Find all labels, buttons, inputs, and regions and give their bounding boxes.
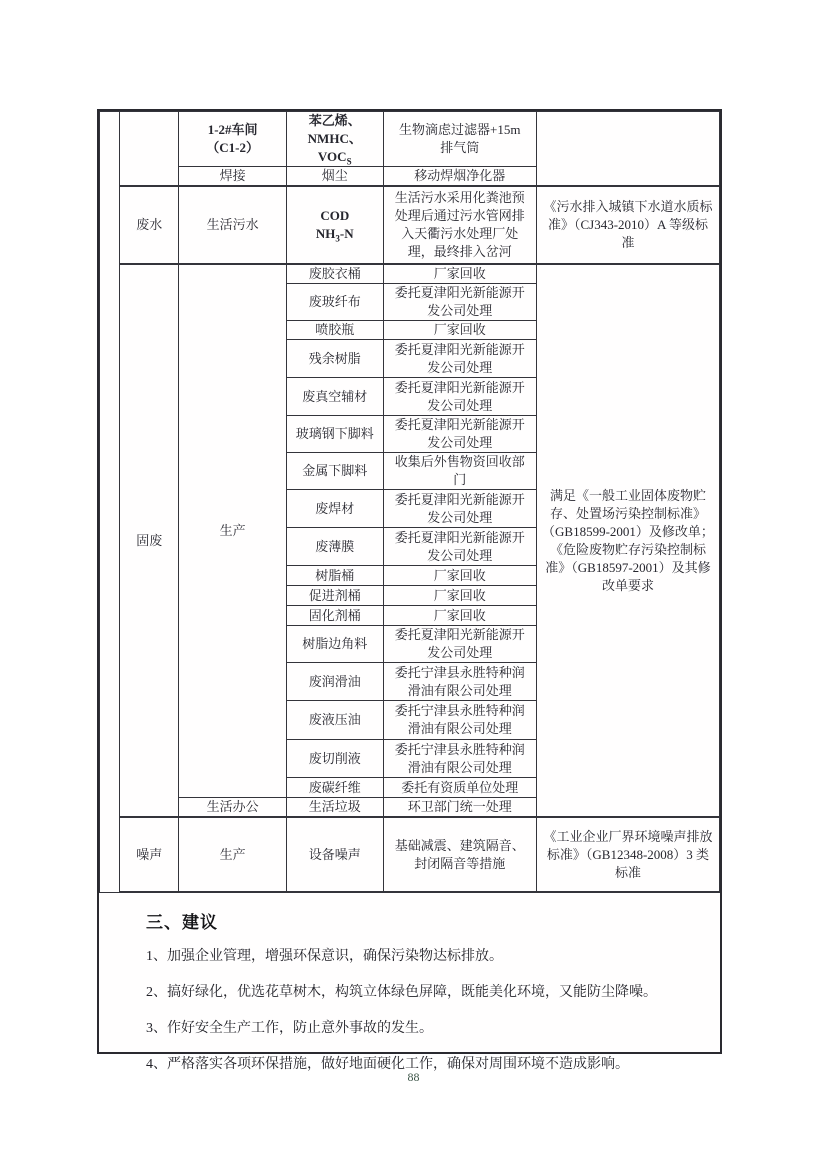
wastewater-source-cell: 生活污水 [179,186,287,264]
waste-disposal-cell: 委托夏津阳光新能源开发公司处理 [383,416,536,453]
waste-disposal-cell: 委托夏津阳光新能源开发公司处理 [383,340,536,378]
content-frame [97,109,722,1072]
wastewater-measure-cell: 生活污水采用化粪池预处理后通过污水管网排入天衢污水处理厂处理，最终排入岔河 [383,186,536,264]
waste-name-cell: 废碳纤维 [286,778,383,798]
noise-standard-cell: 《工业企业厂界环境噪声排放标准》（GB12348-2008）3 类标准 [537,817,720,892]
wastewater-row [100,186,720,264]
waste-name-cell: 固化剂桶 [286,606,383,626]
office-waste-disposal-cell: 环卫部门统一处理 [383,798,536,818]
nh3n-label: NH [315,226,336,241]
office-waste-name-cell: 生活垃圾 [286,798,383,818]
gas-source-cell [179,112,287,167]
waste-name-cell: 废胶衣桶 [286,264,383,284]
waste-name-cell: 玻璃钢下脚料 [286,416,383,453]
weld-pollutant-cell: 烟尘 [286,167,383,187]
gas-row-workshop [100,112,720,167]
page-number: 88 [407,1070,420,1084]
weld-source-cell: 焊接 [179,167,287,187]
waste-disposal-cell: 委托夏津阳光新能源开发公司处理 [383,378,536,416]
noise-pollutant-cell: 设备噪声 [286,817,383,892]
suggestions-heading: 三、建议 [146,913,218,932]
waste-disposal-cell: 收集后外售物资回收部门 [383,453,536,490]
noise-row [100,817,720,892]
waste-name-cell: 废真空辅材 [286,378,383,416]
waste-name-cell: 金属下脚料 [286,453,383,490]
waste-disposal-cell: 委托夏津阳光新能源开发公司处理 [383,626,536,663]
waste-name-cell: 树脂桶 [286,566,383,586]
waste-name-cell: 残余树脂 [286,340,383,378]
solid-waste-source-production-cell: 生产 [179,264,287,798]
waste-name-cell: 废薄膜 [286,528,383,566]
waste-disposal-cell: 委托宁津县永胜特种润滑油有限公司处理 [383,740,536,778]
waste-disposal-cell: 厂家回收 [383,264,536,284]
gas-source-line2: （C1-2） [206,140,259,155]
waste-disposal-cell: 委托有资质单位处理 [383,778,536,798]
gas-measure-line1: 生物滴虑过滤器+15m [399,122,521,137]
nh3n-suffix: -N [339,226,354,241]
gas-category-empty-cell [120,112,179,187]
cod-label: COD [320,208,350,223]
gas-standard-empty-cell [537,112,720,187]
waste-name-cell: 喷胶瓶 [286,321,383,340]
waste-disposal-cell: 厂家回收 [383,586,536,606]
waste-name-cell: 废焊材 [286,490,383,528]
waste-disposal-cell: 厂家回收 [383,321,536,340]
gas-pollutant-line1: 苯乙烯、 [308,113,361,128]
waste-disposal-cell: 委托夏津阳光新能源开发公司处理 [383,490,536,528]
waste-disposal-cell: 委托夏津阳光新能源开发公司处理 [383,528,536,566]
left-margin-column-cell [100,112,120,893]
waste-name-cell: 树脂边角料 [286,626,383,663]
solid-waste-row [100,264,720,284]
weld-measure-cell: 移动焊烟净化器 [383,167,536,187]
wastewater-category-cell: 废水 [120,186,179,264]
waste-name-cell: 废切削液 [286,740,383,778]
waste-disposal-cell: 厂家回收 [383,566,536,586]
gas-pollutant-line2: NMHC、 [307,131,362,146]
waste-name-cell: 促进剂桶 [286,586,383,606]
waste-name-cell: 废玻纤布 [286,284,383,321]
waste-disposal-cell: 委托夏津阳光新能源开发公司处理 [383,284,536,321]
pollution-measures-table [99,111,720,893]
gas-source-line1: 1-2#车间 [207,122,258,137]
suggestion-item-3: 3、作好安全生产工作，防止意外事故的发生。 [146,1021,433,1036]
nh3-subscript: 3 [335,233,340,244]
solid-waste-category-cell: 固废 [120,264,179,817]
suggestion-item-4: 4、严格落实各项环保措施，做好地面硬化工作，确保对周围环境不造成影响。 [146,1057,629,1072]
waste-name-cell: 废液压油 [286,701,383,740]
gas-pollutant-voc: VOC [317,149,347,164]
office-source-cell: 生活办公 [179,798,287,818]
noise-measure-cell: 基础减震、建筑隔音、封闭隔音等措施 [383,817,536,892]
waste-disposal-cell: 厂家回收 [383,606,536,626]
gas-measure-cell [383,112,536,167]
solid-waste-standard-cell: 满足《一般工业固体废物贮存、处置场污染控制标准》（GB18599-2001）及修改单；《危险废物贮存污染控制标准》（GB18597-2001）及其修改单要求 [537,264,720,817]
noise-category-cell: 噪声 [120,817,179,892]
waste-name-cell: 废润滑油 [286,663,383,701]
waste-disposal-cell: 委托宁津县永胜特种润滑油有限公司处理 [383,701,536,740]
noise-source-cell: 生产 [179,817,287,892]
wastewater-standard-cell: 《污水排入城镇下水道水质标准》（CJ343-2010）A 等级标准 [537,186,720,264]
gas-measure-line2: 排气筒 [440,140,480,155]
wastewater-pollutant-cell [286,186,383,264]
suggestion-item-2: 2、搞好绿化，优选花草树木，构筑立体绿色屏障，既能美化环境，又能防尘降噪。 [146,985,657,1000]
suggestion-item-1: 1、加强企业管理，增强环保意识，确保污染物达标排放。 [146,949,503,964]
gas-pollutant-cell [286,112,383,167]
waste-disposal-cell: 委托宁津县永胜特种润滑油有限公司处理 [383,663,536,701]
voc-subscript: S [346,156,352,167]
suggestions-section [99,893,720,1072]
